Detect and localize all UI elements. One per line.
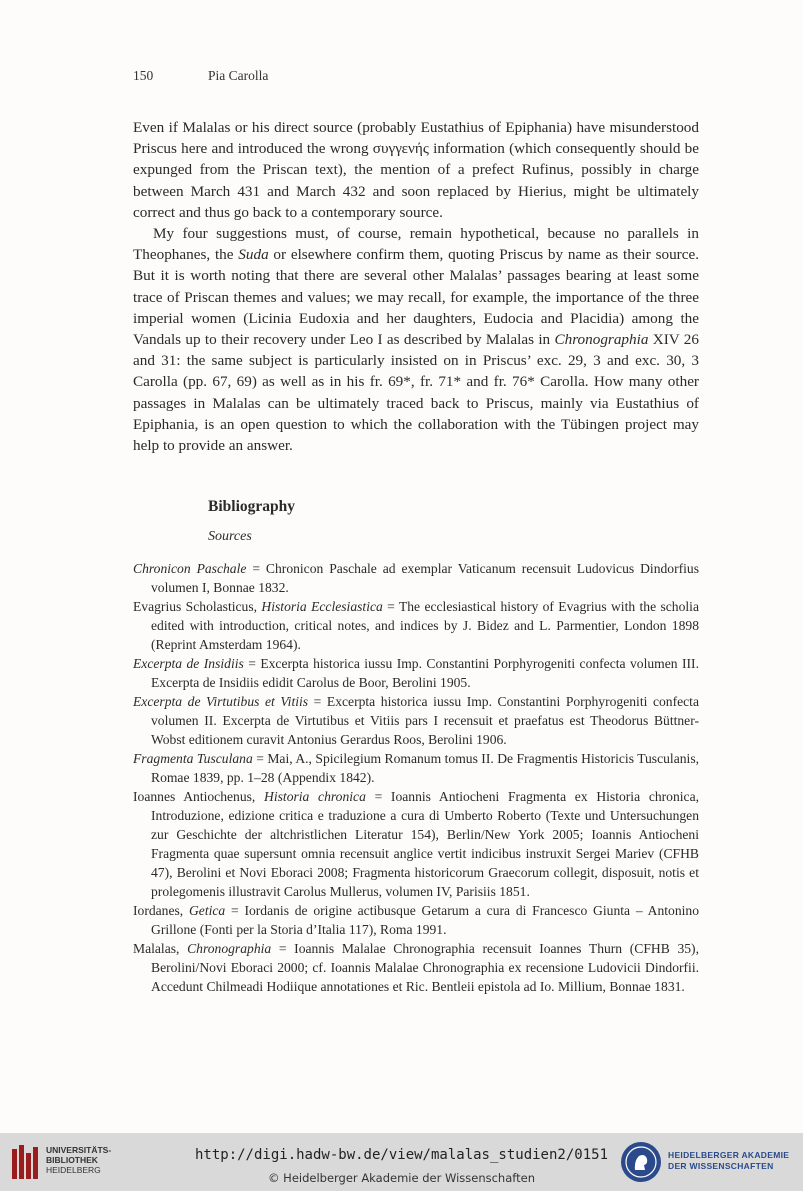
reference-item <box>133 597 699 654</box>
running-author: Pia Carolla <box>208 68 269 83</box>
copyright-notice: © Heidelberger Akademie der Wissenschaften <box>268 1171 535 1185</box>
page-number: 150 <box>133 68 154 83</box>
reference-item <box>133 692 699 749</box>
ref-details: = Excerpta historica iussu Imp. Constantini Porphyrogeniti confecta volumen II. Excerpta de Virtutibus et Vitiis pars I recensuit et praefatus est Theodorus Büttner-Wobst editionem curavit Antonius Gerardus Roos, Berolini 1906. <box>151 694 699 747</box>
ref-title: Fragmenta Tusculana <box>133 751 253 766</box>
ref-title: Chronicon Paschale <box>133 561 247 576</box>
ub-line-1: UNIVERSITÄTS- <box>46 1145 112 1155</box>
p2-suda: Suda <box>238 246 269 264</box>
permalink-url[interactable]: http://digi.hadw-bw.de/view/malalas_studien2/0151 <box>194 1147 608 1163</box>
academy-line-1: HEIDELBERGER AKADEMIE <box>668 1150 790 1160</box>
bibliography-heading: Bibliography <box>208 498 295 515</box>
reference-item <box>133 654 699 692</box>
running-header <box>133 68 268 84</box>
p2-part-c: XIV 26 and 31: the same subject is particularly insisted on in Priscus’ exc. 29, 3 and exc. 30, 3 Carolla (pp. 67, 69) as well as in his fr. 69*, fr. 71* and fr. 76* Carolla. How many other passages in Malalas can be ultimately traced back to Priscus, mainly via Eustathius of Epiphania, is an open question to which the collaboration with the Tübingen project may help to provide an answer. <box>133 331 699 455</box>
ref-author: Ioannes Antiochenus, <box>133 789 265 804</box>
reference-item <box>133 559 699 597</box>
ref-title: Historia chronica <box>264 789 366 804</box>
ref-title: Chronographia <box>187 941 272 956</box>
ref-title: Excerpta de Insidiis <box>133 656 244 671</box>
ref-details: = Excerpta historica iussu Imp. Constantini Porphyrogeniti confecta volumen III. Excerpta de Insidiis edidit Carolus de Boor, Berolini 1905. <box>151 656 699 690</box>
ref-details: = The ecclesiastical history of Evagrius with the scholia edited with introduction, critical notes, and indices by J. Bidez and L. Parmentier, London 1898 (Reprint Amsterdam 1964). <box>151 599 699 652</box>
ref-author: Malalas, <box>133 941 188 956</box>
academy-seal-logo-icon[interactable] <box>620 1141 662 1183</box>
ref-details: = Ioannis Antiocheni Fragmenta ex Historia chronica, Introduzione, edizione critica e traduzione a cura di Umberto Roberto (Texte und Untersuchungen zur Geschichte der altchristlichen Literatur 154), Berlin/New York 2005; Ioannis Antiocheni Fragmenta quae supersunt omnia recensuit anglice vertit indicibus instruxit Sergei Mariev (CFHB 47), Berolini et Novi Eboraci 2008; Fragmenta historicorum Graecorum collegit, disposuit, notis et prolegomenis illustravit Carolus Mullerus, volumen IV, Parisiis 1851. <box>151 789 700 899</box>
paragraph-2 <box>133 223 699 456</box>
p2-chronographia: Chronographia <box>554 331 649 349</box>
reference-item <box>133 749 699 787</box>
paragraph-1: Even if Malalas or his direct source (probably Eustathius of Epiphania) have misunderstood Priscus here and introduced the wrong συγγενής information (which consequently should be expunged from the Priscan text), the mention of a prefect Rufinus, possibly in charge between March 431 and March 432 and soon replaced by Hierius, might be ultimately correct and thus go back to a contemporary source. <box>133 119 699 221</box>
ref-title: Excerpta de Virtutibus et Vitiis <box>133 694 309 709</box>
p2-part-b: or elsewhere confirm them, quoting Priscus by name as their source. But it is worth noting that there are several other Malalas’ passages bearing at least some trace of Priscan themes and values; we may recall, for example, the importance of the three imperial women (Licinia Eudoxia and her daughters, Eudocia and Placidia) among the Vandals up to their recovery under Leo I as described by Malalas in <box>133 246 700 349</box>
viewer-footer-bar <box>0 1133 803 1191</box>
ref-details: = Chronicon Paschale ad exemplar Vaticanum recensuit Ludovicus Dindorfius volumen I, Bonnae 1832. <box>151 561 700 595</box>
p2-part-a: My four suggestions must, of course, remain hypothetical, because no parallels in Theophanes, the <box>133 225 699 264</box>
ref-title: Getica <box>188 903 226 918</box>
ub-line-2: BIBLIOTHEK <box>46 1155 98 1165</box>
reference-item <box>133 901 699 939</box>
reference-item <box>133 939 699 996</box>
academy-label <box>668 1150 789 1172</box>
academy-line-2: DER WISSENSCHAFTEN <box>668 1161 774 1171</box>
ref-details: = Ioannis Malalae Chronographia recensuit Ioannes Thurn (CFHB 35), Berolini/Novi Eboraci 2000; cf. Ioannis Malalae Chronographia ex recensione Ludovicii Dindorfii. Accedunt Chilmeadi Hodiique annotationes et Ric. Bentleii epistola ad Io. Millium, Bonnae 1831. <box>151 941 699 994</box>
ref-details: = Iordanis de origine actibusque Getarum a cura di Francesco Giunta – Antonino Grillone (Fonti per la Storia d’Italia 117), Roma 1991. <box>151 903 699 937</box>
reference-list <box>133 559 699 996</box>
ref-title: Historia Ecclesiastica <box>261 599 383 614</box>
ref-details: = Mai, A., Spicilegium Romanum tomus II. De Fragmentis Historicis Tusculanis, Romae 1839, pp. 1–28 (Appendix 1842). <box>151 751 700 785</box>
reference-item <box>133 787 699 901</box>
ref-author: Evagrius Scholasticus, <box>133 599 262 614</box>
ref-author: Iordanes, <box>133 903 189 918</box>
main-text <box>133 117 699 456</box>
ub-line-3: HEIDELBERG <box>46 1165 101 1175</box>
sources-subheading: Sources <box>208 529 252 544</box>
